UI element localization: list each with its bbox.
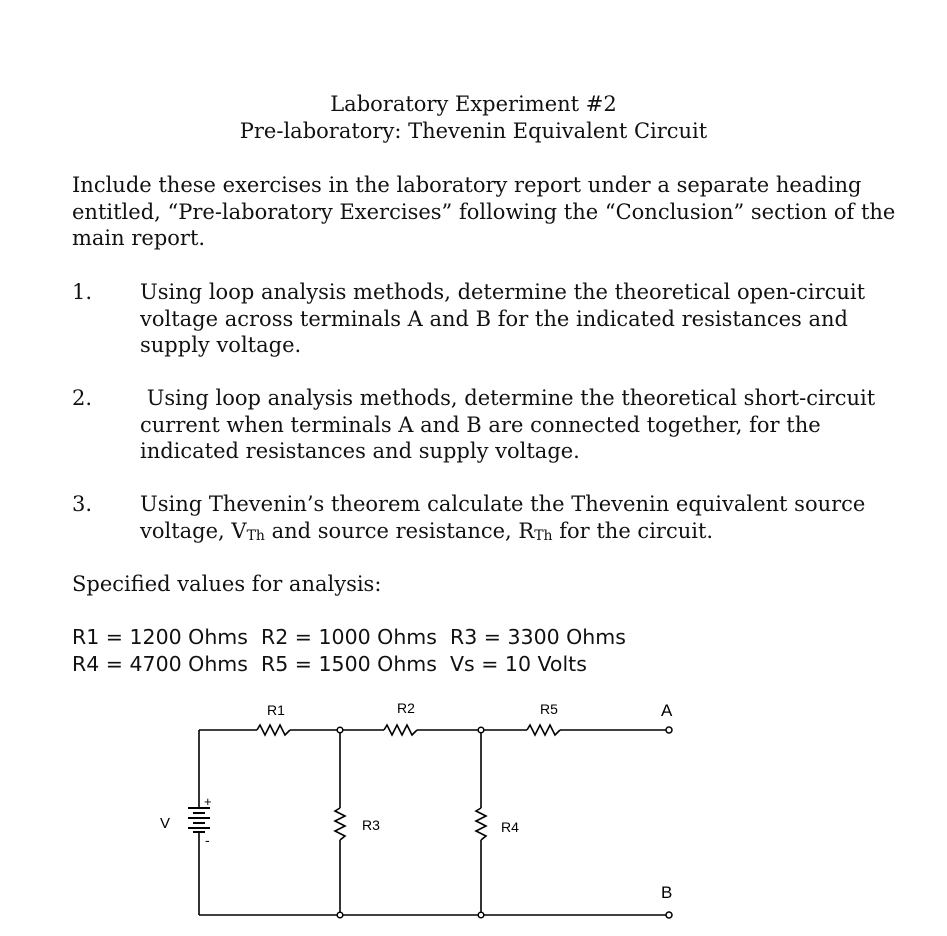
exercise-text-2: Using loop analysis methods, determine the theoretical short-circuit current when terminals A and B are connected together, for the indicated resistances and supply voltage. xyxy=(140,386,882,463)
exercise-3-part-c: for the circuit. xyxy=(552,518,714,543)
exercise-number-3: 3. xyxy=(72,492,93,516)
r1-label: R1 xyxy=(267,702,285,718)
terminal-b-label: B xyxy=(661,883,673,902)
intro-paragraph: Include these exercises in the laboratory report under a separate heading entitled, “Pre-laboratory Exercises” following the “Conclusion” section of the main report. xyxy=(72,173,896,250)
page-subtitle: Pre-laboratory: Thevenin Equivalent Circuit xyxy=(239,119,708,143)
r3-label: R3 xyxy=(362,817,380,833)
exercise-3-part-a: Using Thevenin’s theorem calculate the Thevenin equivalent source voltage, V xyxy=(140,492,866,543)
r5-label: R5 xyxy=(540,701,558,717)
node-dot-4 xyxy=(478,912,484,918)
terminal-a-dot xyxy=(666,727,672,733)
exercise-text-3 xyxy=(140,491,900,549)
r4-resistor-symbol xyxy=(476,808,486,840)
rth-subscript: Th xyxy=(534,527,553,544)
plus-sign: + xyxy=(204,794,212,809)
r2-resistor-symbol xyxy=(384,725,417,735)
node-dot-1 xyxy=(337,727,343,733)
minus-sign: - xyxy=(205,832,210,848)
exercise-number-1: 1. xyxy=(72,280,93,304)
terminal-b-dot xyxy=(666,912,672,918)
exercise-3-part-b: and source resistance, R xyxy=(264,518,535,543)
node-dot-2 xyxy=(478,727,484,733)
terminal-a-label: A xyxy=(661,701,673,720)
exercise-number-2: 2. xyxy=(72,386,93,410)
r4-label: R4 xyxy=(501,819,519,835)
r1-resistor-symbol xyxy=(257,725,290,735)
vth-subscript: Th xyxy=(246,527,265,544)
values-row-1: R1 = 1200 Ohms R2 = 1000 Ohms R3 = 3300 Ohms xyxy=(72,625,626,649)
values-row-2: R4 = 4700 Ohms R5 = 1500 Ohms Vs = 10 Volts xyxy=(72,652,587,676)
source-label: V xyxy=(160,815,171,832)
page-title: Laboratory Experiment #2 xyxy=(330,92,617,116)
circuit-diagram xyxy=(0,690,947,936)
r3-resistor-symbol xyxy=(335,808,345,840)
r2-label: R2 xyxy=(397,700,415,716)
specified-values-heading: Specified values for analysis: xyxy=(72,572,382,596)
node-dot-3 xyxy=(337,912,343,918)
exercise-text-1: Using loop analysis methods, determine the theoretical open-circuit voltage across terminals A and B for the indicated resistances and supply voltage. xyxy=(140,280,866,357)
r5-resistor-symbol xyxy=(527,725,560,735)
